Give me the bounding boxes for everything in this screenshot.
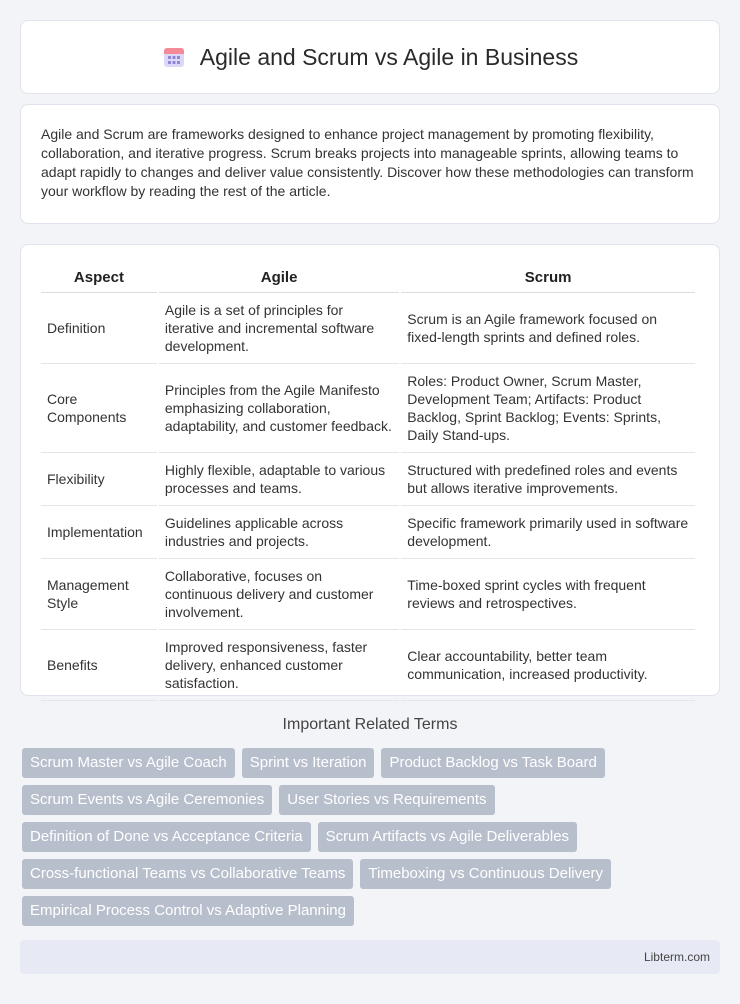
- footer-brand-link[interactable]: Libterm.com: [643, 950, 710, 964]
- cell-agile: Improved responsiveness, faster delivery, enhanced customer satisfaction.: [159, 630, 399, 701]
- cell-agile: Guidelines applicable across industries and projects.: [159, 506, 399, 559]
- comparison-table-card: [20, 244, 720, 696]
- cell-aspect: Implementation: [41, 506, 157, 559]
- table-row: [41, 364, 695, 453]
- footer: [20, 940, 720, 974]
- tag-row: [22, 822, 722, 852]
- related-term-link[interactable]: Empirical Process Control vs Adaptive Planning: [22, 896, 354, 926]
- related-term-link[interactable]: Scrum Master vs Agile Coach: [22, 748, 235, 778]
- cell-aspect: Flexibility: [41, 453, 157, 506]
- related-term-link[interactable]: Cross-functional Teams vs Collaborative Teams: [22, 859, 353, 889]
- table-row: [41, 630, 695, 701]
- cell-scrum: Time-boxed sprint cycles with frequent reviews and retrospectives.: [401, 559, 695, 630]
- related-term-link[interactable]: Timeboxing vs Continuous Delivery: [360, 859, 611, 889]
- cell-aspect: Core Components: [41, 364, 157, 453]
- tag-row: [22, 896, 722, 926]
- related-term-link[interactable]: Product Backlog vs Task Board: [381, 748, 604, 778]
- tag-row: [22, 748, 722, 778]
- table-row: [41, 293, 695, 364]
- cell-agile: Collaborative, focuses on continuous delivery and customer involvement.: [159, 559, 399, 630]
- cell-aspect: Definition: [41, 293, 157, 364]
- header-agile: Agile: [159, 265, 399, 293]
- page-title: Agile and Scrum vs Agile in Business: [199, 43, 579, 70]
- related-term-link[interactable]: Sprint vs Iteration: [242, 748, 375, 778]
- cell-aspect: Benefits: [41, 630, 157, 701]
- tag-row: [22, 859, 722, 889]
- intro-text: Agile and Scrum are frameworks designed to enhance project management by promoting flexibility, collaboration, and iterative progress. Scrum breaks projects into manageable sprints, allowing teams to adapt rapidly to changes and deliver value consistently. Discover how these methodologies can transform your workflow by reading the rest of the article.: [41, 126, 694, 199]
- header-scrum: Scrum: [401, 265, 695, 293]
- related-term-link[interactable]: Definition of Done vs Acceptance Criteria: [22, 822, 311, 852]
- related-term-link[interactable]: User Stories vs Requirements: [279, 785, 494, 815]
- calendar-icon: [162, 45, 186, 69]
- title-card: [20, 20, 720, 94]
- tag-row: [22, 785, 722, 815]
- related-term-link[interactable]: Scrum Artifacts vs Agile Deliverables: [318, 822, 577, 852]
- cell-scrum: Clear accountability, better team communication, increased productivity.: [401, 630, 695, 701]
- cell-scrum: Specific framework primarily used in software development.: [401, 506, 695, 559]
- intro-card: [20, 104, 720, 224]
- cell-scrum: Structured with predefined roles and events but allows iterative improvements.: [401, 453, 695, 506]
- table-row: [41, 453, 695, 506]
- table-header-row: [41, 265, 695, 293]
- table-row: [41, 506, 695, 559]
- cell-agile: Highly flexible, adaptable to various processes and teams.: [159, 453, 399, 506]
- related-terms: [22, 748, 722, 933]
- related-terms-title: Important Related Terms: [282, 716, 458, 733]
- related-term-link[interactable]: Scrum Events vs Agile Ceremonies: [22, 785, 272, 815]
- cell-agile: Agile is a set of principles for iterative and incremental software development.: [159, 293, 399, 364]
- cell-scrum: Scrum is an Agile framework focused on fixed-length sprints and defined roles.: [401, 293, 695, 364]
- cell-agile: Principles from the Agile Manifesto emphasizing collaboration, adaptability, and customer feedback.: [159, 364, 399, 453]
- cell-aspect: Management Style: [41, 559, 157, 630]
- header-aspect: Aspect: [41, 265, 157, 293]
- table-row: [41, 559, 695, 630]
- comparison-table: [39, 265, 697, 701]
- cell-scrum: Roles: Product Owner, Scrum Master, Development Team; Artifacts: Product Backlog, Sprint Backlog; Events: Sprints, Daily Stand-ups.: [401, 364, 695, 453]
